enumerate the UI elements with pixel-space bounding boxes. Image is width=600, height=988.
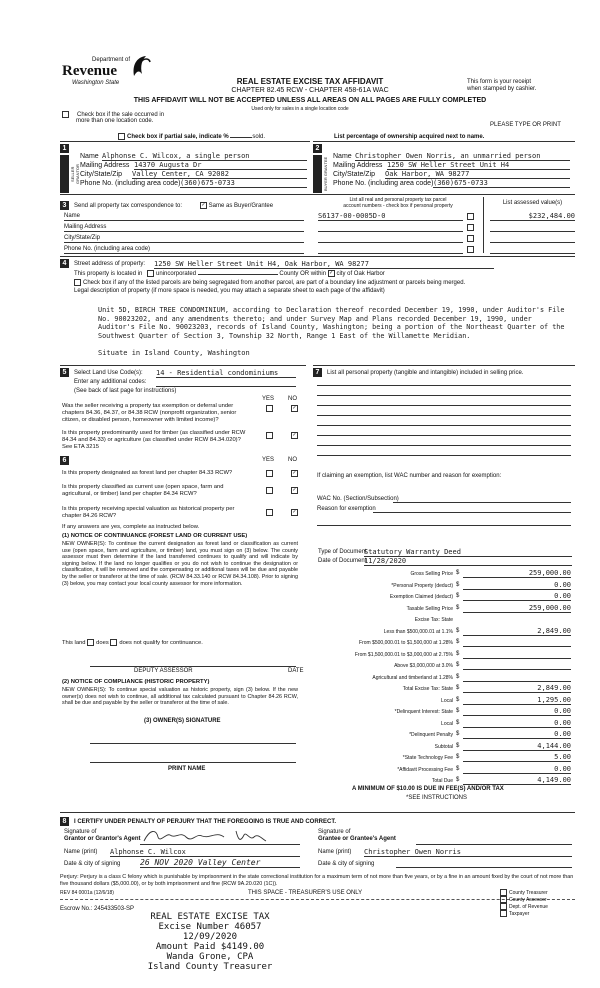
personal-property-line-2 <box>317 395 571 396</box>
receipt-note-2: when stamped by cashier. <box>467 86 537 92</box>
tax-row-value <box>463 661 571 670</box>
tax-row <box>313 580 575 592</box>
tax-row-value: 0.00 <box>463 730 571 739</box>
tax-row-label: *Delinquent Penalty <box>409 732 453 738</box>
ownership-pct-note: List percentage of ownership acquired next to name. <box>334 134 485 140</box>
city-of-text: city of Oak Harbor <box>336 271 385 278</box>
form-revision: REV 84 0001a (12/6/18) <box>60 890 114 896</box>
tax-row-value: 4,144.00 <box>463 742 571 751</box>
tax-row <box>313 568 575 580</box>
parcel-4-personal-checkbox[interactable] <box>467 246 474 253</box>
section-number-6: 6 <box>60 456 69 465</box>
tax-row <box>313 637 575 649</box>
copy-dept-revenue <box>500 903 548 910</box>
dollar-sign: $ <box>456 570 460 576</box>
tax-row-label: From $1,500,000.01 to $3,000,000 at 2.75% <box>354 651 453 658</box>
parcel-2-personal-checkbox[interactable] <box>467 224 474 231</box>
tax-row-value <box>463 638 571 647</box>
tax-row-value: 259,000.00 <box>463 569 571 578</box>
stamp-line: REAL ESTATE EXCISE TAX <box>150 912 270 922</box>
completion-warning: THIS AFFIDAVIT WILL NOT BE ACCEPTED UNLESS ALL AREAS ON ALL PAGES ARE FULLY COMPLETED <box>133 97 487 104</box>
partial-sale-text: Check box if partial sale, indicate % <box>127 134 229 141</box>
personal-property-label: List all personal property (tangible and intangible) included in selling price. <box>327 370 524 376</box>
grantor-sig-label-1: Signature of <box>64 829 97 835</box>
dollar-sign: $ <box>456 719 460 726</box>
stamp-line: Amount Paid $4149.00 <box>155 942 265 952</box>
owner-signature-label: (3) OWNER(S) SIGNATURE <box>144 718 221 724</box>
grantor-date-value: 26 NOV 2020 Valley Center <box>140 858 300 868</box>
grantee-date-line[interactable] <box>396 867 572 868</box>
owner-signature-line[interactable] <box>90 743 296 744</box>
tax-row <box>313 603 575 615</box>
unincorporated-text: unincorporated <box>156 271 197 278</box>
assessed-value-1: $232,484.00 <box>490 212 575 221</box>
tax-row <box>313 649 575 661</box>
multi-loc-text-2: more than one location code. <box>76 118 154 124</box>
tax-row-label: *Delinquent Interest: State <box>394 709 453 715</box>
grantor-sig-label-2: Grantor or Grantor's Agent <box>64 836 141 842</box>
logo-revenue: Revenue <box>62 63 117 79</box>
sec6-question-2: Is this property classified as current use (open space, farm and agricultural, or timber) land per chapter 84.34 RCW? <box>62 484 224 497</box>
additional-codes-line <box>156 379 296 387</box>
multi-loc-text-1: Check box if the sale occurred in <box>77 112 165 119</box>
wac-label: WAC No. (Section/Subsection) <box>317 496 399 502</box>
section-1-seller <box>60 141 310 194</box>
additional-codes-label: Enter any additional codes: <box>74 379 147 385</box>
if-yes-note: If any answers are yes, complete as instructed below. <box>62 524 200 530</box>
tax-row-value: 0.00 <box>463 581 571 590</box>
print-name-line[interactable] <box>90 762 296 763</box>
tax-row-value: 2,849.00 <box>463 627 571 636</box>
buyer-mail-value: 1250 SW Heller Street Unit H4 <box>387 161 570 170</box>
seller-city-label: City/State/Zip <box>80 171 123 178</box>
section-8-certification <box>60 812 575 873</box>
parcel-row-4 <box>318 246 463 254</box>
segregated-text: Check box if any of the listed parcels are being segregated from another parcel, are part of a boundary line adjustment or parcels being merged. <box>83 280 466 287</box>
buyer-phone-label: Phone No. (including area code) <box>333 180 434 187</box>
tax-row-value: 0.00 <box>463 765 571 774</box>
tax-row-label: *Affidavit Processing Fee <box>397 766 453 773</box>
situate-text: Situate in Island County, Washington <box>98 349 250 357</box>
grantor-signature <box>140 827 300 845</box>
tax-row-value: 0.00 <box>463 592 571 601</box>
seller-city-value: Valley Center, CA 92082 <box>132 170 307 179</box>
section-5-land-use <box>60 365 306 461</box>
deputy-date-label: DATE <box>288 668 304 674</box>
buyer-city-label: City/State/Zip <box>333 171 376 178</box>
tax-row <box>313 706 575 718</box>
deputy-line <box>90 666 296 667</box>
does-checkbox[interactable] <box>87 639 94 646</box>
tax-row-value: 4,149.00 <box>463 776 571 785</box>
copy-county-assessor <box>500 896 548 903</box>
sec5-question-2: Is this property predominantly used for timber (as classified under RCW 84.34 and 84.33) or agriculture (as classified under RCW 84.34.020)? See ETA 3215 <box>62 430 246 450</box>
tax-row-value: 0.00 <box>463 707 571 716</box>
buyer-grantee-label: BUYER GRANTEE <box>323 156 328 192</box>
land-use-value: 14 - Residential condominiums <box>156 369 296 378</box>
assessed-row-4 <box>490 246 575 254</box>
this-land-text: This land <box>62 640 86 647</box>
grantee-name-value: Christopher Owen Norris <box>364 848 572 857</box>
tax-row <box>313 775 575 787</box>
single-location-note: Used only for sales in a single location code <box>251 106 349 112</box>
dollar-sign: $ <box>456 696 460 703</box>
copy-label: County Assessor <box>509 896 547 903</box>
partial-sale-row[interactable] <box>118 133 265 141</box>
dollar-sign: $ <box>456 604 460 611</box>
tax-row-label: Local <box>441 697 453 704</box>
copy-county-treasurer <box>500 889 548 896</box>
parcel-header-2: account numbers - check box if personal property <box>343 203 453 209</box>
grantee-signature-line[interactable] <box>416 844 572 845</box>
see-back-note: (See back of last page for instructions) <box>74 388 177 394</box>
exemption-label: If claiming an exemption, list WAC number and reason for exemption: <box>317 473 502 479</box>
dollar-sign: $ <box>456 742 460 749</box>
perjury-notice: Perjury: Perjury is a class C felony which is punishable by imprisonment in the state correctional institution for a maximum term of not more than five years, or by a fine in an amount fixed by the court of not more than five thousand dollars ($5,000.00), or by both imprisonment and fine (RCW 9A.20.020 (1C)). <box>60 874 574 887</box>
dor-logo <box>62 54 157 90</box>
section-6-forest-historic <box>60 454 306 804</box>
seller-phone-value: (360)675-0733 <box>180 179 307 188</box>
tax-row-label: Exemption Claimed (deduct) <box>389 594 453 600</box>
notice-continuance-text: NEW OWNER(S): To continue the current designation as forest land or classification as current use (open space, farm and agriculture, or timber) land, you must sign on (3) below. The county assessor must then determine if the land transferred continues to qualify and will indicate by signing below. If the land no longer qualifies or you do not wish to continue the designation or classification, it will be removed and the compensating or additional taxes will be due and payable by the seller or transferor at the time of sale. (RCW 84.33.140 or RCW 84.34.108). Prior to signing (3) below, you may contact your local county assessor for more information. <box>62 541 298 587</box>
tax-row <box>313 660 575 672</box>
parcel-divider <box>483 197 484 253</box>
same-as-buyer-checkbox[interactable]: ✓ <box>201 202 206 208</box>
grantee-name-label: Name (print) <box>318 849 352 855</box>
see-instructions-note: *SEE INSTRUCTIONS <box>406 795 468 801</box>
doc-date-value: 11/28/2020 <box>364 557 572 566</box>
dollar-sign: $ <box>456 673 460 680</box>
tax-row-label: Excise Tax: State <box>414 617 453 623</box>
dollar-sign: $ <box>456 639 460 645</box>
unincorporated-checkbox[interactable] <box>147 270 154 277</box>
dollar-sign: $ <box>456 650 460 657</box>
tax-row-label: Above $3,000,000 at 3.0% <box>394 663 453 669</box>
forest-yes-checkbox[interactable] <box>266 470 273 477</box>
tax-row-label: Local <box>441 720 453 727</box>
treasurer-stamp <box>120 912 300 972</box>
tax-row <box>313 764 575 776</box>
corr-name-label: Name <box>64 213 304 221</box>
buyer-name-label: Name <box>333 153 352 160</box>
logo-dept: Department of <box>92 57 131 63</box>
parcel-3-personal-checkbox[interactable] <box>467 235 474 242</box>
tax-row-value: 5.00 <box>463 753 571 762</box>
tax-row-label: Agricultural and timberland at 1.28% <box>372 674 453 681</box>
q1-yes-checkbox[interactable] <box>266 405 273 412</box>
dor-swirl-icon <box>130 54 152 80</box>
section-2-buyer <box>313 141 575 194</box>
located-text: This property is located in <box>74 271 143 278</box>
personal-property-line-4 <box>317 415 571 416</box>
logo-state: Washington State <box>72 80 120 86</box>
corr-phone-label: Phone No. (including area code) <box>64 246 304 254</box>
legal-description: Unit 5D, BIRCH TREE CONDOMINIUM, according to Declaration thereof recorded December 19, 1990, under Auditor's File No. 90023202, and any amendments thereto; and under Survey Map and Plans recorded December 19, 1990, under Auditor's File No. 90023203, records of Island County, Washington; being a portion of the Northeast Quarter of the Southwest Quarter of Section 3, Township 32 North, Range 1 East of the Willamette Meridian. <box>98 306 565 340</box>
partial-sale-checkbox[interactable] <box>118 133 125 140</box>
dollar-sign: $ <box>456 581 460 588</box>
copy-distribution-list <box>500 889 548 917</box>
receipt-note-1: This form is your receipt <box>467 79 532 85</box>
grantee-sig-label-1: Signature of <box>318 829 351 835</box>
parcel-row-3 <box>318 235 463 243</box>
sec6-question-3: Is this property receiving special valuation as historical property per chapter 84.26 RCW? <box>62 506 235 519</box>
personal-property-line-7 <box>317 445 571 446</box>
city-of-checkbox[interactable]: ✓ <box>329 270 334 276</box>
section-3-correspondence <box>60 194 575 255</box>
sec5-question-1: Was the seller receiving a property tax exemption or deferral under chapters 84.36, 84.37, or 84.38 RCW (nonprofit organization, senior citizen, or disabled person, homeowner with limited income)? <box>62 403 237 423</box>
seller-name-label: Name <box>80 153 99 160</box>
dollar-sign: $ <box>456 731 460 737</box>
tax-row <box>313 591 575 603</box>
seller-name-value: Alphonse C. Wilcox, a single person <box>102 152 307 161</box>
dollar-sign: $ <box>456 685 460 691</box>
forest-no-checkbox[interactable]: ✓ <box>292 470 297 476</box>
personal-property-line-1 <box>317 385 571 386</box>
q1-no-checkbox[interactable]: ✓ <box>292 405 297 411</box>
tax-row <box>313 672 575 684</box>
buyer-city-value: Oak Harbor, WA 98277 <box>385 170 570 179</box>
dollar-sign: $ <box>456 708 460 714</box>
county-text: County OR within <box>279 271 327 278</box>
copy-label: Dept. of Revenue <box>509 903 548 910</box>
type-or-print: PLEASE TYPE OR PRINT <box>490 122 561 128</box>
tax-row-value: 2,849.00 <box>463 684 571 693</box>
wac-line[interactable] <box>393 502 571 503</box>
no-header-6: NO <box>288 457 297 463</box>
tax-row <box>313 718 575 730</box>
segregated-row <box>74 279 465 287</box>
section-number-3: 3 <box>60 201 69 210</box>
dollar-sign: $ <box>456 754 460 760</box>
section-number-8: 8 <box>60 817 69 826</box>
yes-header-5: YES <box>262 396 275 402</box>
q2-no-checkbox[interactable]: ✓ <box>292 432 297 438</box>
historic-yes-checkbox[interactable] <box>266 509 273 516</box>
parcel-row-2 <box>318 224 463 232</box>
tax-row <box>313 695 575 707</box>
section-4-property <box>60 256 575 340</box>
reason-line-1[interactable] <box>373 512 571 513</box>
parcel-header-1: List all real and personal property tax parcel <box>349 197 447 203</box>
tax-row-label: Less than $500,000.01 at 1.1% <box>383 628 453 635</box>
certify-statement: I CERTIFY UNDER PENALTY OF PERJURY THAT THE FOREGOING IS TRUE AND CORRECT. <box>74 819 337 825</box>
seller-grantor-label: SELLER GRANTOR <box>70 164 80 184</box>
form-title: REAL ESTATE EXCISE TAX AFFIDAVIT <box>236 77 384 86</box>
tax-row-value: 0.00 <box>463 719 571 728</box>
current-use-yes-checkbox[interactable] <box>266 487 273 494</box>
notice-compliance-text: NEW OWNER(S): To continue special valuation as historic property, sign (3) below. If the new owner(s) does not wish to continue, all additional tax calculated pursuant to Chapter 84.26 RCW, shall be due and payable by the seller or transferor at the time of sale. <box>62 687 298 707</box>
reason-line-2[interactable] <box>317 525 571 526</box>
dollar-sign: $ <box>456 627 460 634</box>
assessed-row-2 <box>490 224 575 232</box>
checkbox[interactable] <box>62 111 69 118</box>
tax-row-label: From $500,000.01 to $1,500,000 at 1.28% <box>359 640 453 646</box>
historic-no-checkbox[interactable]: ✓ <box>292 509 297 515</box>
corr-mail-label: Mailing Address <box>64 224 304 232</box>
section-number-4: 4 <box>60 259 69 268</box>
seller-mail-value: 14370 Augusta Dr <box>134 161 307 170</box>
seller-side-label <box>60 155 69 193</box>
tax-row <box>313 626 575 638</box>
located-row <box>74 270 385 278</box>
tax-row-label: *State Technology Fee <box>402 755 453 761</box>
grantor-name-value: Alphonse C. Wilcox <box>110 848 300 857</box>
street-address-label: Street address of property: <box>74 261 146 267</box>
tax-row-label: Taxable Selling Price <box>406 605 453 612</box>
does-text: does <box>96 640 109 647</box>
treasurer-divider <box>60 899 575 900</box>
send-correspondence-label: Send all property tax correspondence to: <box>74 203 183 209</box>
doc-type-value: Statutory Warranty Deed <box>364 548 572 557</box>
corr-city-label: City/State/Zip <box>64 235 304 243</box>
section-number-5: 5 <box>60 368 69 377</box>
assessed-row-3 <box>490 235 575 243</box>
personal-property-line-3 <box>317 405 571 406</box>
dollar-sign: $ <box>456 777 460 783</box>
tax-row <box>313 741 575 753</box>
does-not-checkbox[interactable] <box>110 639 117 646</box>
stamp-line: Island County Treasurer <box>147 962 273 972</box>
assessed-header: List assessed value(s) <box>502 200 563 206</box>
copy-taxpayer <box>500 910 548 917</box>
section-number-2: 2 <box>313 144 322 153</box>
dollar-sign: $ <box>456 593 460 599</box>
notice-continuance-title: (1) NOTICE OF CONTINUANCE (FOREST LAND OR CURRENT USE) <box>62 533 248 539</box>
personal-property-line-6 <box>317 435 571 436</box>
no-header-5: NO <box>288 396 297 402</box>
stamp-line: Excise Number 46057 <box>158 922 262 932</box>
tax-row <box>313 614 575 626</box>
section-number-7: 7 <box>313 368 322 377</box>
tax-row-label: Total Excise Tax: State <box>402 686 453 692</box>
buyer-phone-value: (360)675-0733 <box>433 179 570 188</box>
does-not-text: does not qualify for continuance. <box>119 640 203 647</box>
copy-label: Taxpayer <box>509 910 530 917</box>
dollar-sign: $ <box>456 662 460 668</box>
notice-compliance-title: (2) NOTICE OF COMPLIANCE (HISTORIC PROPERTY) <box>62 679 210 685</box>
grantor-date-label: Date & city of signing <box>64 861 121 867</box>
parcel-1-personal-checkbox[interactable] <box>467 213 474 220</box>
dollar-sign: $ <box>456 765 460 772</box>
stamp-line: Wanda Grone, CPA <box>166 952 254 962</box>
tax-row-label: Total Due <box>431 778 453 784</box>
section-number-1: 1 <box>60 144 69 153</box>
seller-mail-label: Mailing Address <box>80 162 130 169</box>
q2-yes-checkbox[interactable] <box>266 432 273 439</box>
land-use-label: Select Land Use Code(s): <box>74 370 143 376</box>
personal-property-line-8 <box>317 455 571 456</box>
tax-row-label: *Personal Property (deduct) <box>391 582 453 589</box>
legal-description-label: Legal description of property (if more space is needed, you may attach a separate sheet to each page of the affidavit) <box>74 288 385 294</box>
form-chapter: CHAPTER 82.45 RCW - CHAPTER 458-61A WAC <box>231 87 389 94</box>
deputy-assessor-label: DEPUTY ASSESSOR <box>134 668 193 674</box>
print-name-label: PRINT NAME <box>168 766 206 772</box>
doc-type-label: Type of Document <box>318 549 367 555</box>
buyer-mail-label: Mailing Address <box>333 162 383 169</box>
segregated-checkbox[interactable] <box>74 279 81 286</box>
seller-phone-label: Phone No. (including area code) <box>80 180 181 187</box>
tax-row <box>313 752 575 764</box>
land-qualify-row <box>62 639 203 647</box>
grantee-sig-label-2: Grantee or Grantee's Agent <box>318 836 396 842</box>
buyer-name-value: Christopher Owen Norris, an unmarried person <box>355 152 570 161</box>
stamp-line: 12/09/2020 <box>182 932 238 942</box>
reason-label: Reason for exemption <box>317 506 376 512</box>
yes-header-6: YES <box>262 457 275 463</box>
sold-text: sold. <box>252 134 266 141</box>
same-as-buyer-option[interactable] <box>200 202 273 210</box>
same-as-buyer-text: Same as Buyer/Grantee <box>208 203 274 210</box>
street-address-value: 1250 SW Heller Street Unit H4, Oak Harbor, WA 98277 <box>154 260 494 269</box>
tax-row <box>313 683 575 695</box>
buyer-side-bar <box>313 155 322 193</box>
treasurer-use-only: THIS SPACE - TREASURER'S USE ONLY <box>248 890 363 896</box>
grantor-name-label: Name (print) <box>64 849 98 855</box>
current-use-no-checkbox[interactable]: ✓ <box>292 487 297 493</box>
doc-date-label: Date of Document <box>318 558 367 564</box>
tax-row-label: Subtotal <box>434 743 453 750</box>
personal-property-line-5 <box>317 425 571 426</box>
grantee-date-label: Date & city of signing <box>318 861 375 867</box>
tax-row-value: 259,000.00 <box>463 604 571 613</box>
copy-label: County Treasurer <box>509 889 548 896</box>
sec6-question-1: Is this property designated as forest land per chapter 84.33 RCW? <box>62 470 233 476</box>
minimum-fee-note: A MINIMUM OF $10.00 IS DUE IN FEE(S) AND/OR TAX <box>352 786 504 792</box>
tax-row-value <box>463 650 571 659</box>
parcel-number-1: S6137-00-0005D-0 <box>318 212 463 221</box>
section-7-personal-property <box>313 365 575 556</box>
tax-row <box>313 729 575 741</box>
tax-row-label: Gross Selling Price <box>410 571 453 577</box>
tax-row-value: 1,295.00 <box>463 696 571 705</box>
escrow-number: Escrow No.: 245433503-SP <box>60 906 135 912</box>
tax-row-value <box>463 673 571 682</box>
